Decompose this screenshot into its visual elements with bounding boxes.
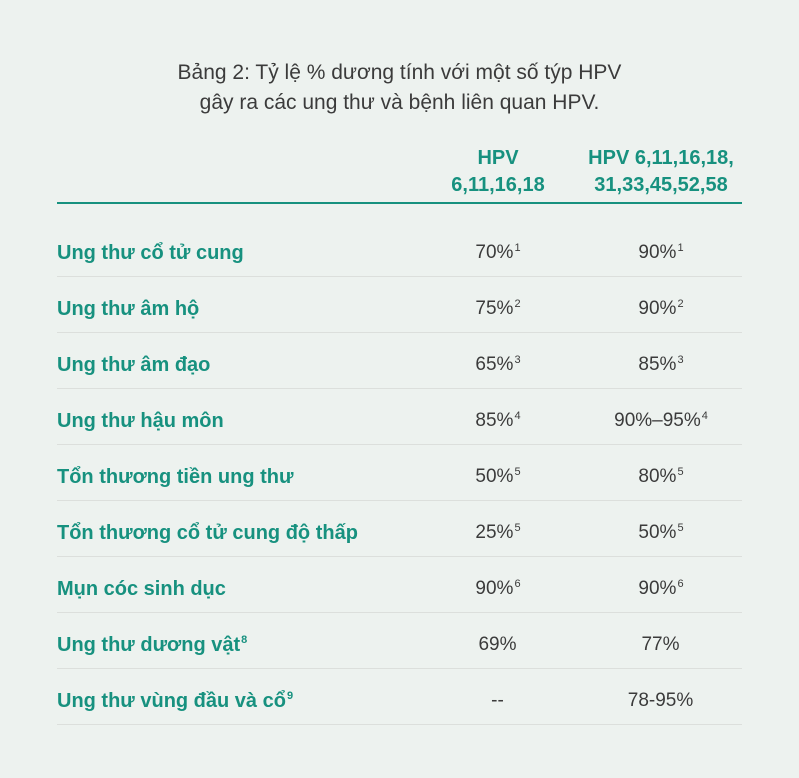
row-label: Ung thư âm hộ xyxy=(57,298,200,320)
value-hpv-4: 85%$^4$ xyxy=(475,410,521,431)
table-row xyxy=(57,388,742,445)
table-row xyxy=(57,500,742,557)
table-row xyxy=(57,668,742,725)
value-hpv-4: -- xyxy=(491,690,504,711)
table-row xyxy=(57,444,742,501)
table-title-line2: gây ra các ung thư và bệnh liên quan HPV. xyxy=(199,91,600,114)
value-hpv-4: 65%$^3$ xyxy=(475,354,521,375)
row-label: Ung thư vùng đầu và cổ$^9$ xyxy=(57,690,294,712)
value-hpv-9: 50%$^5$ xyxy=(638,522,684,543)
table-row xyxy=(57,612,742,669)
value-hpv-9: 85%$^3$ xyxy=(638,354,684,375)
value-hpv-4: 90%$^6$ xyxy=(475,578,521,599)
column-header-line: HPV xyxy=(477,147,519,169)
table-title-line1: Bảng 2: Tỷ lệ % dương tính với một số týp HPV xyxy=(177,61,622,84)
value-hpv-9: 77% xyxy=(641,634,680,655)
value-hpv-9: 80%$^5$ xyxy=(638,466,684,487)
column-header-line: 31,33,45,52,58 xyxy=(594,174,728,196)
row-label: Tổn thương tiền ung thư xyxy=(57,466,294,488)
column-header-hpv-4 xyxy=(432,145,564,199)
table-row xyxy=(57,332,742,389)
value-hpv-9: 78-95% xyxy=(627,690,694,711)
row-label: Ung thư hậu môn xyxy=(57,410,224,432)
value-hpv-9: 90%–95%$^4$ xyxy=(614,410,708,431)
table-row xyxy=(57,276,742,333)
column-header-hpv-9 xyxy=(570,145,752,199)
table-title xyxy=(0,58,799,118)
value-hpv-4: 50%$^5$ xyxy=(475,466,521,487)
value-hpv-9: 90%$^2$ xyxy=(638,298,684,319)
value-hpv-9: 90%$^1$ xyxy=(638,242,684,263)
table-row xyxy=(57,220,742,277)
table-row xyxy=(57,556,742,613)
column-header-line: 6,11,16,18 xyxy=(451,174,545,196)
value-hpv-4: 69% xyxy=(478,634,517,655)
row-label: Ung thư cổ tử cung xyxy=(57,242,244,264)
value-hpv-4: 75%$^2$ xyxy=(475,298,521,319)
row-label: Mụn cóc sinh dục xyxy=(57,578,226,600)
value-hpv-4: 25%$^5$ xyxy=(475,522,521,543)
header-divider xyxy=(57,202,742,204)
column-header-line: HPV 6,11,16,18, xyxy=(588,147,734,169)
row-label: Ung thư dương vật$^8$ xyxy=(57,634,248,656)
row-label: Ung thư âm đạo xyxy=(57,354,211,376)
value-hpv-9: 90%$^6$ xyxy=(638,578,684,599)
row-label: Tổn thương cổ tử cung độ thấp xyxy=(57,522,358,544)
value-hpv-4: 70%$^1$ xyxy=(475,242,521,263)
